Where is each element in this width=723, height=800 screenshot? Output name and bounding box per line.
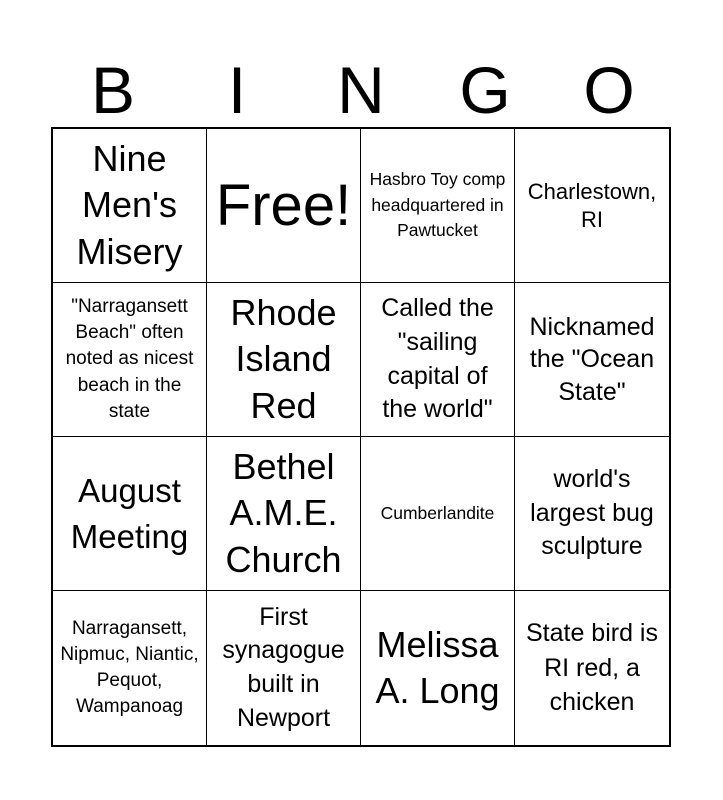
cell-text: First synagogue built in Newport <box>222 602 345 732</box>
bingo-header <box>51 52 671 128</box>
bingo-cell[interactable] <box>515 591 669 745</box>
bingo-cell[interactable] <box>53 129 207 283</box>
bingo-cell[interactable] <box>53 591 207 745</box>
bingo-cell[interactable] <box>207 283 361 437</box>
free-space-cell[interactable] <box>207 129 361 283</box>
cell-text: Melissa A. Long <box>375 623 500 711</box>
free-space-text: Free! <box>215 172 352 238</box>
bingo-cell[interactable] <box>207 591 361 745</box>
cell-text: Hasbro Toy comp headquartered in Pawtucket <box>369 169 506 241</box>
bingo-grid <box>51 127 671 747</box>
cell-text: Nicknamed the "Ocean State" <box>529 312 655 406</box>
bingo-cell[interactable] <box>207 437 361 591</box>
cell-text: Cumberlandite <box>380 502 495 523</box>
cell-text: Narragansett, Nipmuc, Niantic, Pequot, Wampanoag <box>60 617 199 718</box>
header-letter-n: N <box>337 53 385 127</box>
header-letter-g: G <box>459 53 511 127</box>
header-letter-i: I <box>227 53 247 127</box>
header-letter-b: B <box>90 53 136 127</box>
cell-text: August Meeting <box>70 471 189 555</box>
cell-text: Called the "sailing capital of the world" <box>381 294 494 424</box>
cell-text: "Narragansett Beach" often noted as nicest beach in the state <box>65 295 194 422</box>
bingo-cell[interactable] <box>361 437 515 591</box>
bingo-cell[interactable] <box>53 437 207 591</box>
cell-text: Nine Men's Misery <box>76 138 183 272</box>
bingo-cell[interactable] <box>515 129 669 283</box>
bingo-cell[interactable] <box>53 283 207 437</box>
bingo-cell[interactable] <box>361 591 515 745</box>
bingo-cell[interactable] <box>515 437 669 591</box>
cell-text: world's largest bug sculpture <box>530 464 654 561</box>
cell-text: Charlestown, RI <box>527 179 657 232</box>
cell-text: State bird is RI red, a chicken <box>525 619 658 717</box>
bingo-cell[interactable] <box>361 283 515 437</box>
cell-text: Rhode Island Red <box>230 292 337 426</box>
header-letter-o: O <box>583 53 635 127</box>
bingo-cell[interactable] <box>515 283 669 437</box>
cell-text: Bethel A.M.E. Church <box>225 446 342 580</box>
bingo-cell[interactable] <box>361 129 515 283</box>
